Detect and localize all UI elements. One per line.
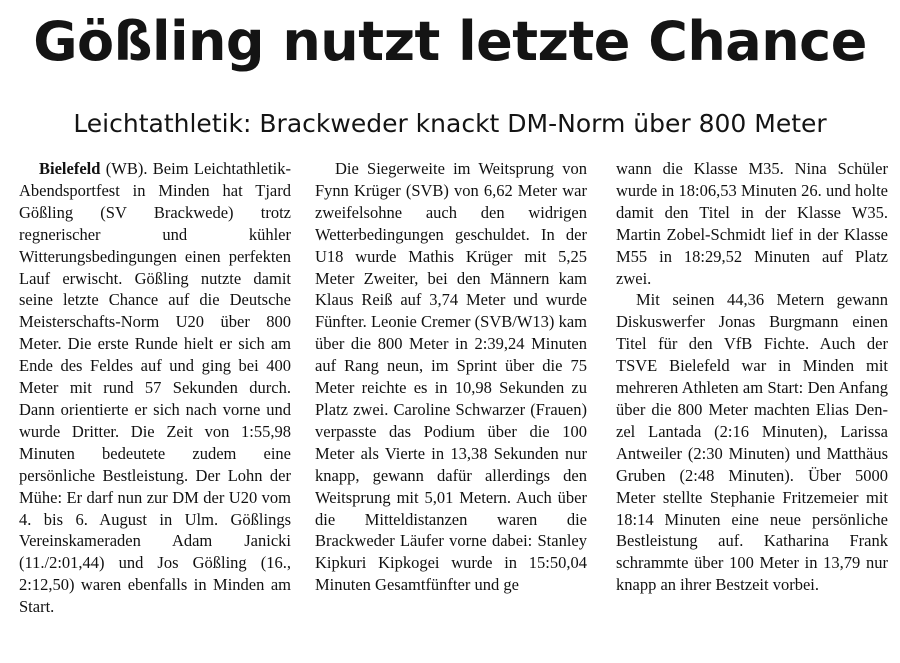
text-column-1 [19, 158, 291, 618]
paragraph: wann die Klasse M35. Nina Schüler wurde in 18:06,53 Minuten 26. und holte damit den Titel in der Klasse W35. Martin Zobel-Schmidt lief in der Klasse M55 in 18:29,52 Minuten auf Platz zwei. [616, 159, 888, 288]
text-column-3 [616, 158, 888, 596]
text-column-2 [315, 158, 587, 596]
dateline: Bielefeld [39, 159, 101, 178]
headline: Gößling nutzt letzte Chance [33, 10, 867, 73]
paragraph-text: (WB). Beim Leichtathletik-Abendsportfest in Minden hat Tjard Gößling (SV Brackwede) trotz regnerischer und kühler Witterungsbedingungen einen perfekten Lauf erwischt. Gößling nutzte damit seine letzte Chance auf die Deutsche Meisterschafts-Norm U20 über 800 Meter. Die erste Runde hielt er sich am Ende des Feldes auf und ging bei 400 Meter mit rund 57 Sekunden durch. Dann orientierte er sich nach vorne und wurde Dritter. Die Zeit von 1:55,98 Minuten bedeutete zudem eine persönliche Bestleistung. Der Lohn der Mühe: Er darf nun zur DM der U20 vom 4. bis 6. August in Ulm. Gößlings Vereinskameraden Adam Janicki (11./2:01,44) und Jos Gößling (16., 2:12,50) waren ebenfalls in Minden am Start. [19, 159, 291, 617]
paragraph: Die Siegerweite im Weitsprung von Fynn Krüger (SVB) von 6,62 Meter war zweifelsohne auch den widrigen Wetterbedingungen geschuldet. In der U18 wurde Mathis Krüger mit 5,25 Meter Zweiter, bei den Männern kam Klaus Reiß auf 3,74 Meter und wurde Fünfter. Leonie Cremer (SVB/W13) kam über die 800 Meter in 2:39,24 Minuten auf Rang neun, im Sprint über die 75 Meter reichte es in 10,98 Sekunden zu Platz zwei. Caroline Schwarzer (Frauen) verpasste das Podium über die 100 Meter als Vierte in 13,38 Sekunden nur knapp, gewann dafür allerdings den Weitsprung mit 5,01 Metern. Auch über die Mitteldistanzen waren die Brackweder Läufer vorne dabei: Stanley Kipkuri Kipkogei wurde in 15:50,04 Minuten Gesamtfünfter und ge [315, 159, 587, 595]
subheadline: Leichtathletik: Brackweder knackt DM-Norm über 800 Meter [73, 109, 827, 138]
paragraph [19, 158, 291, 618]
paragraph: Mit seinen 44,36 Metern gewann Diskuswerfer Jonas Burgmann einen Titel für den VfB Fichte. Auch der TSVE Bielefeld war in Minden mit mehreren Athleten am Start: Den Anfang über die 800 Meter machten Elias Denzel Lantada (2:16 Minuten), Larissa Antweiler (2:30 Minuten) und Matthäus Gruben (2:48 Minuten). Über 5000 Meter stellte Stephanie Fritzemeier mit 18:14 Minuten eine neue persönliche Bestleistung auf. Katharina Frank schrammte über 100 Meter in 13,79 nur knapp an ihrer Bestzeit vorbei. [616, 290, 888, 595]
